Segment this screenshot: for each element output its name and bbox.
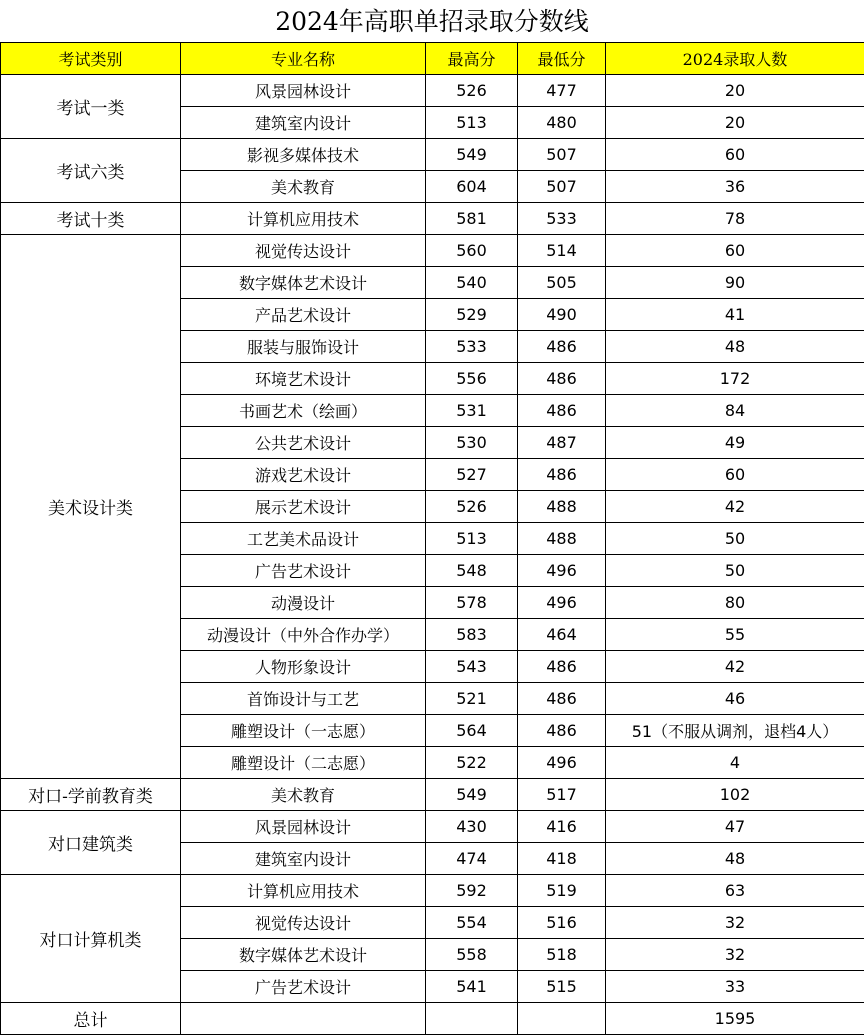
category-cell: 考试一类 (1, 75, 181, 139)
admission-count-cell: 63 (606, 875, 864, 907)
empty-cell (181, 1003, 426, 1035)
min-score-cell: 507 (518, 171, 606, 203)
major-cell: 展示艺术设计 (181, 491, 426, 523)
admission-count-cell: 78 (606, 203, 864, 235)
max-score-cell: 529 (426, 299, 518, 331)
max-score-cell: 530 (426, 427, 518, 459)
min-score-cell: 516 (518, 907, 606, 939)
max-score-cell: 474 (426, 843, 518, 875)
major-cell: 风景园林设计 (181, 75, 426, 107)
admission-count-cell: 80 (606, 587, 864, 619)
max-score-cell: 583 (426, 619, 518, 651)
major-cell: 计算机应用技术 (181, 203, 426, 235)
major-cell: 广告艺术设计 (181, 971, 426, 1003)
max-score-cell: 541 (426, 971, 518, 1003)
major-cell: 雕塑设计（一志愿） (181, 715, 426, 747)
min-score-cell: 507 (518, 139, 606, 171)
major-cell: 雕塑设计（二志愿） (181, 747, 426, 779)
admission-count-cell: 60 (606, 139, 864, 171)
min-score-cell: 488 (518, 491, 606, 523)
max-score-cell: 527 (426, 459, 518, 491)
admission-count-cell: 46 (606, 683, 864, 715)
total-row (1, 1003, 864, 1035)
admission-count-cell: 55 (606, 619, 864, 651)
category-cell: 考试十类 (1, 203, 181, 235)
empty-cell (426, 1003, 518, 1035)
max-score-cell: 522 (426, 747, 518, 779)
table-row (1, 875, 864, 907)
header-category: 考试类别 (1, 43, 181, 75)
admission-count-cell: 60 (606, 459, 864, 491)
major-cell: 环境艺术设计 (181, 363, 426, 395)
major-cell: 视觉传达设计 (181, 907, 426, 939)
min-score-cell: 517 (518, 779, 606, 811)
min-score-cell: 496 (518, 747, 606, 779)
admission-count-cell: 49 (606, 427, 864, 459)
admission-count-cell: 33 (606, 971, 864, 1003)
max-score-cell: 543 (426, 651, 518, 683)
category-cell: 对口计算机类 (1, 875, 181, 1003)
major-cell: 风景园林设计 (181, 811, 426, 843)
total-count: 1595 (606, 1003, 864, 1035)
admission-count-cell: 172 (606, 363, 864, 395)
max-score-cell: 564 (426, 715, 518, 747)
max-score-cell: 526 (426, 75, 518, 107)
major-cell: 视觉传达设计 (181, 235, 426, 267)
header-major: 专业名称 (181, 43, 426, 75)
category-cell: 美术设计类 (1, 235, 181, 779)
max-score-cell: 548 (426, 555, 518, 587)
major-cell: 游戏艺术设计 (181, 459, 426, 491)
category-cell: 考试六类 (1, 139, 181, 203)
admission-count-cell: 102 (606, 779, 864, 811)
max-score-cell: 554 (426, 907, 518, 939)
min-score-cell: 488 (518, 523, 606, 555)
table-row (1, 235, 864, 267)
major-cell: 公共艺术设计 (181, 427, 426, 459)
admission-count-cell: 90 (606, 267, 864, 299)
admission-count-cell: 84 (606, 395, 864, 427)
min-score-cell: 518 (518, 939, 606, 971)
min-score-cell: 533 (518, 203, 606, 235)
total-label: 总计 (1, 1003, 181, 1035)
empty-cell (518, 1003, 606, 1035)
max-score-cell: 604 (426, 171, 518, 203)
admission-count-cell: 50 (606, 555, 864, 587)
major-cell: 美术教育 (181, 779, 426, 811)
admission-count-cell: 47 (606, 811, 864, 843)
min-score-cell: 514 (518, 235, 606, 267)
major-cell: 建筑室内设计 (181, 107, 426, 139)
admission-count-cell: 32 (606, 907, 864, 939)
min-score-cell: 496 (518, 587, 606, 619)
max-score-cell: 592 (426, 875, 518, 907)
min-score-cell: 480 (518, 107, 606, 139)
admission-count-cell: 48 (606, 843, 864, 875)
major-cell: 动漫设计（中外合作办学） (181, 619, 426, 651)
major-cell: 书画艺术（绘画） (181, 395, 426, 427)
table-row (1, 75, 864, 107)
min-score-cell: 496 (518, 555, 606, 587)
major-cell: 动漫设计 (181, 587, 426, 619)
major-cell: 计算机应用技术 (181, 875, 426, 907)
table-row (1, 811, 864, 843)
min-score-cell: 519 (518, 875, 606, 907)
admission-count-cell: 32 (606, 939, 864, 971)
major-cell: 建筑室内设计 (181, 843, 426, 875)
admission-count-cell: 20 (606, 107, 864, 139)
admission-count-cell: 41 (606, 299, 864, 331)
table-row (1, 779, 864, 811)
min-score-cell: 416 (518, 811, 606, 843)
table-row (1, 139, 864, 171)
max-score-cell: 430 (426, 811, 518, 843)
max-score-cell: 558 (426, 939, 518, 971)
category-cell: 对口-学前教育类 (1, 779, 181, 811)
category-cell: 对口建筑类 (1, 811, 181, 875)
max-score-cell: 556 (426, 363, 518, 395)
min-score-cell: 486 (518, 651, 606, 683)
table-row (1, 203, 864, 235)
min-score-cell: 464 (518, 619, 606, 651)
max-score-cell: 549 (426, 779, 518, 811)
major-cell: 人物形象设计 (181, 651, 426, 683)
min-score-cell: 486 (518, 459, 606, 491)
admission-score-table (0, 42, 864, 1035)
major-cell: 美术教育 (181, 171, 426, 203)
header-min-score: 最低分 (518, 43, 606, 75)
max-score-cell: 549 (426, 139, 518, 171)
max-score-cell: 526 (426, 491, 518, 523)
min-score-cell: 486 (518, 715, 606, 747)
admission-count-cell: 36 (606, 171, 864, 203)
min-score-cell: 418 (518, 843, 606, 875)
major-cell: 影视多媒体技术 (181, 139, 426, 171)
admission-count-cell: 4 (606, 747, 864, 779)
table-header-row (1, 43, 864, 75)
major-cell: 工艺美术品设计 (181, 523, 426, 555)
max-score-cell: 560 (426, 235, 518, 267)
page-title: 2024年高职单招录取分数线 (0, 0, 864, 42)
max-score-cell: 533 (426, 331, 518, 363)
min-score-cell: 487 (518, 427, 606, 459)
major-cell: 数字媒体艺术设计 (181, 267, 426, 299)
header-max-score: 最高分 (426, 43, 518, 75)
admission-count-cell: 50 (606, 523, 864, 555)
major-cell: 数字媒体艺术设计 (181, 939, 426, 971)
min-score-cell: 486 (518, 331, 606, 363)
min-score-cell: 477 (518, 75, 606, 107)
max-score-cell: 578 (426, 587, 518, 619)
min-score-cell: 486 (518, 395, 606, 427)
min-score-cell: 515 (518, 971, 606, 1003)
min-score-cell: 486 (518, 683, 606, 715)
major-cell: 首饰设计与工艺 (181, 683, 426, 715)
major-cell: 产品艺术设计 (181, 299, 426, 331)
admission-count-cell: 60 (606, 235, 864, 267)
admission-count-cell: 51（不服从调剂，退档4人） (606, 715, 864, 747)
max-score-cell: 513 (426, 523, 518, 555)
major-cell: 广告艺术设计 (181, 555, 426, 587)
min-score-cell: 490 (518, 299, 606, 331)
admission-count-cell: 42 (606, 651, 864, 683)
max-score-cell: 531 (426, 395, 518, 427)
max-score-cell: 581 (426, 203, 518, 235)
admission-count-cell: 20 (606, 75, 864, 107)
header-admission-count: 2024录取人数 (606, 43, 864, 75)
max-score-cell: 513 (426, 107, 518, 139)
admission-count-cell: 48 (606, 331, 864, 363)
major-cell: 服装与服饰设计 (181, 331, 426, 363)
admission-count-cell: 42 (606, 491, 864, 523)
min-score-cell: 505 (518, 267, 606, 299)
min-score-cell: 486 (518, 363, 606, 395)
max-score-cell: 540 (426, 267, 518, 299)
max-score-cell: 521 (426, 683, 518, 715)
